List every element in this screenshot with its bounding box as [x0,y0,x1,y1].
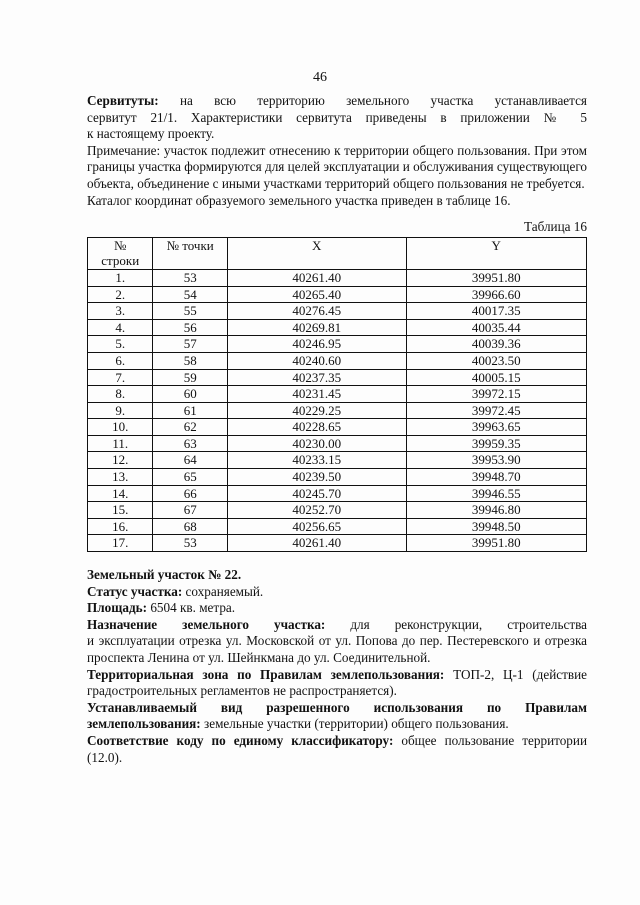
use-label-line-1: Устанавливаемый вид разрешенного использования по Правилам [87,699,587,715]
cell-row-number: 17. [88,535,153,552]
cell-x: 40245.70 [227,485,406,502]
cell-point-number: 59 [153,369,227,386]
cell-row-number: 8. [88,386,153,403]
cell-point-number: 55 [153,303,227,320]
table-row [88,269,587,286]
cell-point-number: 67 [153,502,227,519]
status-value: сохраняемый. [185,583,264,599]
servitudes-line-1 [87,93,587,110]
cell-y: 39948.50 [406,518,587,535]
table-row [88,386,587,403]
status-label: Статус участка: [87,583,183,599]
cell-x: 40256.65 [227,518,406,535]
cell-y: 39951.80 [406,269,587,286]
cell-y: 40035.44 [406,319,587,336]
cell-y: 39946.55 [406,485,587,502]
table-row [88,469,587,486]
cell-x: 40237.35 [227,369,406,386]
coordinates-table [87,237,587,552]
cell-x: 40233.15 [227,452,406,469]
cell-x: 40239.50 [227,469,406,486]
cell-point-number: 68 [153,518,227,535]
cell-point-number: 63 [153,435,227,452]
cell-point-number: 57 [153,336,227,353]
cell-y: 39951.80 [406,535,587,552]
cell-row-number: 1. [88,269,153,286]
cell-y: 39963.65 [406,419,587,436]
plot-title: Земельный участок № 22. [87,567,242,583]
table-row [88,419,587,436]
header-x: X [227,237,406,269]
table-row [88,286,587,303]
catalog-paragraph: Каталог координат образуемого земельного участка приведен в таблице 16. [87,192,511,208]
cell-point-number: 60 [153,386,227,403]
cell-point-number: 58 [153,352,227,369]
code-value: общее пользование территории (12.0). [87,732,588,765]
plot-code [87,733,587,766]
table-row [88,485,587,502]
purpose-label: Назначение земельного участка: [87,616,326,632]
servitudes-text-3: к настоящему проекту. [87,126,215,142]
header-y: Y [406,237,587,269]
zone-label: Территориальная зона по Правилам землепользования: [87,666,445,682]
table-row [88,336,587,353]
cell-x: 40261.40 [227,269,406,286]
cell-y: 39959.35 [406,435,587,452]
plot-section [87,567,587,766]
servitudes-label: Сервитуты: [87,93,159,108]
cell-y: 40023.50 [406,352,587,369]
cell-x: 40246.95 [227,336,406,353]
cell-x: 40252.70 [227,502,406,519]
note-paragraph: Примечание: участок подлежит отнесению к территории общего пользования. При этом границы участка формируются для целей эксплуатации и обслуживания существующего объекта, объединение с иными участками территорий общего пользования не требуется. [87,142,587,191]
purpose-value-1: для реконструкции, строительства [350,616,587,632]
plot-area [87,600,587,617]
cell-row-number: 12. [88,452,153,469]
coordinates-table-body [88,269,587,551]
cell-row-number: 10. [88,419,153,436]
cell-row-number: 13. [88,469,153,486]
cell-row-number: 2. [88,286,153,303]
cell-y: 39972.45 [406,402,587,419]
table-row [88,518,587,535]
cell-x: 40228.65 [227,419,406,436]
plot-status [87,584,587,601]
plot-purpose-line-1 [87,617,587,634]
cell-row-number: 16. [88,518,153,535]
cell-point-number: 65 [153,469,227,486]
header-row-number: № строки [88,237,153,269]
servitudes-text-1: на всю территорию земельного участка устанавливается [179,93,587,108]
cell-row-number: 3. [88,303,153,320]
purpose-value-2: и эксплуатации отрезка ул. Московской от ул. Попова до пер. Пестеревского и отрезка проспекта Ленина от ул. Шейнкмана до ул. Соединительной. [87,633,587,665]
cell-y: 40039.36 [406,336,587,353]
cell-point-number: 53 [153,269,227,286]
cell-x: 40269.81 [227,319,406,336]
table-row [88,319,587,336]
cell-y: 40005.15 [406,369,587,386]
cell-x: 40261.40 [227,535,406,552]
table-row [88,303,587,320]
cell-point-number: 66 [153,485,227,502]
use-label-2: землепользования: [87,716,201,732]
table-row [88,352,587,369]
cell-x: 40240.60 [227,352,406,369]
use-value: земельные участки (территории) общего пользования. [204,716,509,732]
cell-point-number: 56 [153,319,227,336]
cell-row-number: 11. [88,435,153,452]
zone-value: ТОП-2, Ц-1 (действие градостроительных регламентов не распространяется). [87,666,588,699]
cell-y: 39948.70 [406,469,587,486]
cell-x: 40231.45 [227,386,406,403]
cell-row-number: 4. [88,319,153,336]
cell-y: 39966.60 [406,286,587,303]
plot-use [87,716,587,733]
table-row [88,435,587,452]
cell-point-number: 54 [153,286,227,303]
area-value: 6504 кв. метра. [150,600,236,616]
cell-row-number: 7. [88,369,153,386]
cell-point-number: 62 [153,419,227,436]
cell-y: 39946.80 [406,502,587,519]
plot-zone [87,667,587,700]
cell-row-number: 6. [88,352,153,369]
cell-x: 40229.25 [227,402,406,419]
page-number: 46 [313,70,327,85]
cell-point-number: 64 [153,452,227,469]
area-label: Площадь: [87,600,148,616]
cell-x: 40230.00 [227,435,406,452]
servitudes-text-2: сервитут 21/1. Характеристики сервитута приведены в приложении № 5 [87,109,587,125]
cell-x: 40276.45 [227,303,406,320]
page-content [87,93,587,766]
cell-point-number: 61 [153,402,227,419]
cell-y: 39953.90 [406,452,587,469]
table-row [88,402,587,419]
code-label: Соответствие коду по единому классификатору: [87,732,394,748]
table-header-row [88,237,587,269]
cell-row-number: 15. [88,502,153,519]
cell-row-number: 5. [88,336,153,353]
cell-point-number: 53 [153,535,227,552]
table-row [88,502,587,519]
header-point-number: № точки [153,237,227,269]
cell-row-number: 14. [88,485,153,502]
cell-row-number: 9. [88,402,153,419]
table-row [88,535,587,552]
table-caption: Таблица 16 [524,219,587,235]
cell-x: 40265.40 [227,286,406,303]
table-row [88,369,587,386]
cell-y: 39972.15 [406,386,587,403]
cell-y: 40017.35 [406,303,587,320]
table-row [88,452,587,469]
